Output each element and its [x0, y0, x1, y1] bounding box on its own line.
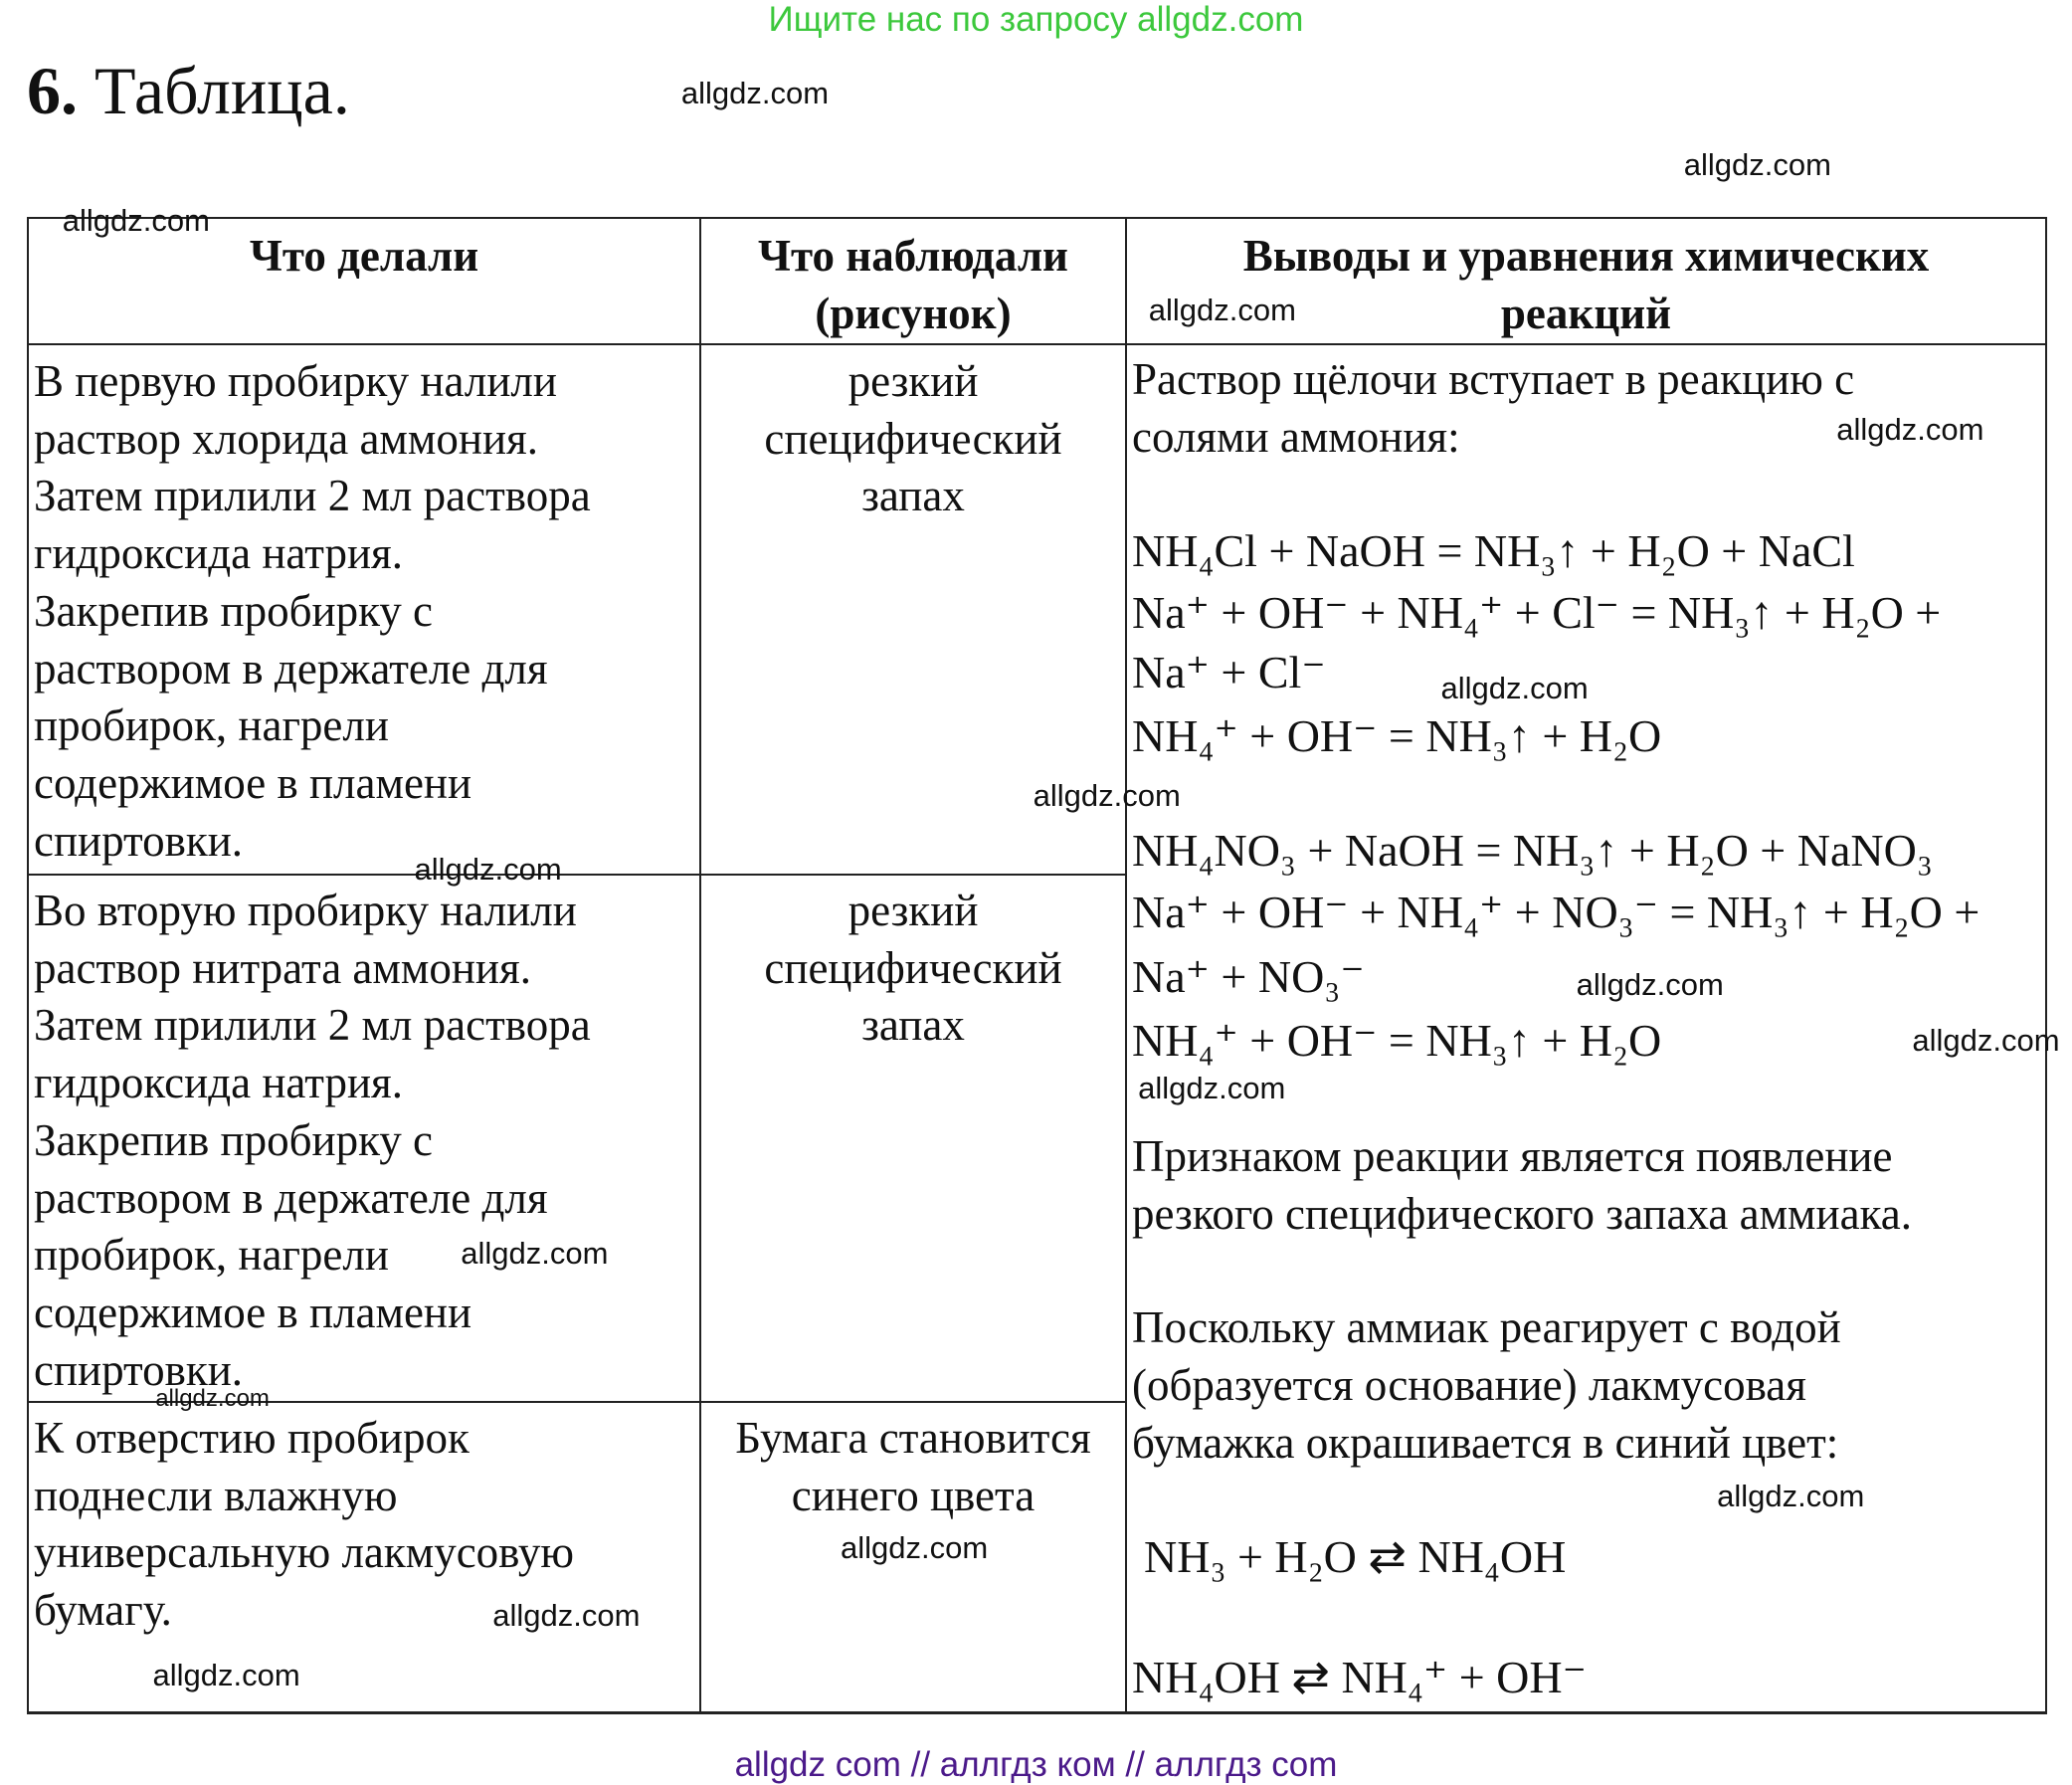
page-title — [27, 52, 350, 130]
did-line: Во вторую пробирку налили — [34, 886, 577, 935]
did-line: раствор хлорида аммония. — [34, 413, 538, 464]
equation: NH₄NO₃ + NaOH = NH₃↑ + H₂O + NaNO₃ — [1132, 824, 1933, 876]
watermark-text: allgdz.com — [62, 203, 210, 239]
did-line: раствором в держателе для — [34, 1172, 548, 1223]
watermark-text: allgdz.com — [414, 851, 562, 887]
conclusion-line: Признаком реакции является появление — [1132, 1131, 1893, 1182]
equation: NH₄⁺ + OH⁻ = NH₃↑ + H₂O — [1132, 709, 1662, 761]
watermark-text: allgdz.com — [1576, 966, 1724, 1002]
did-line: К отверстию пробирок — [34, 1413, 470, 1463]
conclusion-line: Поскольку аммиак реагирует с водой — [1132, 1302, 1841, 1353]
did-line: универсальную лакмусовую — [34, 1527, 575, 1578]
equation: Na⁺ + NO₃⁻ — [1132, 950, 1365, 1002]
watermark-text: allgdz.com — [841, 1529, 989, 1565]
watermark-text: allgdz.com — [1717, 1478, 1865, 1513]
observed-line: синего цвета — [791, 1470, 1036, 1520]
observed-line: запах — [861, 1000, 965, 1051]
did-line: спиртовки. — [34, 815, 244, 866]
equation: NH₄⁺ + OH⁻ = NH₃↑ + H₂O — [1132, 1014, 1662, 1066]
did-line: гидроксида натрия. — [34, 1058, 403, 1108]
watermark-text: allgdz.com — [1033, 778, 1181, 814]
equation: Na⁺ + Cl⁻ — [1132, 646, 1326, 697]
watermark-text: allgdz.com — [1912, 1022, 2060, 1058]
did-line: В первую пробирку налили — [34, 356, 557, 406]
watermark-text: allgdz.com — [155, 1385, 270, 1413]
watermark-text: allgdz.com — [492, 1598, 641, 1634]
conclusion-line: бумажка окрашивается в синий цвет: — [1132, 1418, 1839, 1469]
equation: Na⁺ + OH⁻ + NH₄⁺ + NO₃⁻ = NH₃↑ + H₂O + — [1132, 887, 1980, 938]
watermark-text: allgdz.com — [680, 76, 830, 111]
did-line: Закрепив пробирку с — [34, 585, 434, 636]
header-conclusions: Выводы и уравнения химических реакций — [1242, 231, 1930, 338]
footer-watermark: allgdz com // аллгдз ком // аллгдз com — [734, 1745, 1338, 1784]
did-line: содержимое в пламени — [34, 757, 472, 808]
conclusion-line: Раствор щёлочи вступает в реакцию с — [1132, 354, 1855, 405]
title-text: Таблица. — [94, 53, 350, 128]
conclusion-line: солями аммония: — [1132, 411, 1460, 462]
equation: Na⁺ + OH⁻ + NH₄⁺ + Cl⁻ = NH₃↑ + H₂O + — [1132, 586, 1942, 638]
task-number: 6. — [27, 53, 78, 128]
watermark-text: allgdz.com — [1148, 292, 1296, 327]
conclusion-line: резкого специфического запаха аммиака. — [1132, 1188, 1912, 1239]
observed-line: Бумага становится — [735, 1413, 1091, 1463]
observed-line: специфический — [764, 413, 1062, 464]
did-line: Затем прилили 2 мл раствора — [34, 1000, 591, 1051]
did-line: раствор нитрата аммония. — [34, 942, 531, 993]
observed-line: резкий — [848, 886, 979, 935]
equation: NH₄OH ⇄ NH₄⁺ + OH⁻ — [1132, 1652, 1587, 1703]
header-observed: Что наблюдали (рисунок) — [758, 231, 1068, 338]
header-what-did: Что делали — [249, 231, 479, 281]
top-banner: Ищите нас по запросу allgdz.com — [768, 0, 1304, 39]
observed-line: запах — [861, 471, 965, 521]
did-line: Затем прилили 2 мл раствора — [34, 471, 591, 521]
did-line: пробирок, нагрели — [34, 700, 389, 751]
did-line: Закрепив пробирку с — [34, 1114, 434, 1165]
observed-line: резкий — [848, 356, 979, 406]
did-line: содержимое в пламени — [34, 1287, 472, 1337]
watermark-text: allgdz.com — [1683, 147, 1831, 183]
watermark-text: allgdz.com — [1440, 671, 1589, 706]
did-line: спиртовки. — [34, 1344, 244, 1395]
watermark-text: allgdz.com — [461, 1235, 609, 1271]
watermark-text: allgdz.com — [1138, 1071, 1286, 1106]
did-line: поднесли влажную — [34, 1470, 398, 1520]
did-line: бумагу. — [34, 1585, 172, 1636]
equation: NH₄Cl + NaOH = NH₃↑ + H₂O + NaCl — [1132, 525, 1855, 577]
conclusion-line: (образуется основание) лакмусовая — [1132, 1359, 1806, 1410]
equation: NH₃ + H₂O ⇄ NH₄OH — [1144, 1530, 1567, 1582]
did-line: гидроксида натрия. — [34, 528, 403, 579]
observed-line: специфический — [764, 942, 1062, 993]
watermark-text: allgdz.com — [1836, 411, 1984, 447]
did-line: раствором в держателе для — [34, 643, 548, 694]
did-line: пробирок, нагрели — [34, 1230, 389, 1281]
watermark-text: allgdz.com — [152, 1658, 300, 1693]
